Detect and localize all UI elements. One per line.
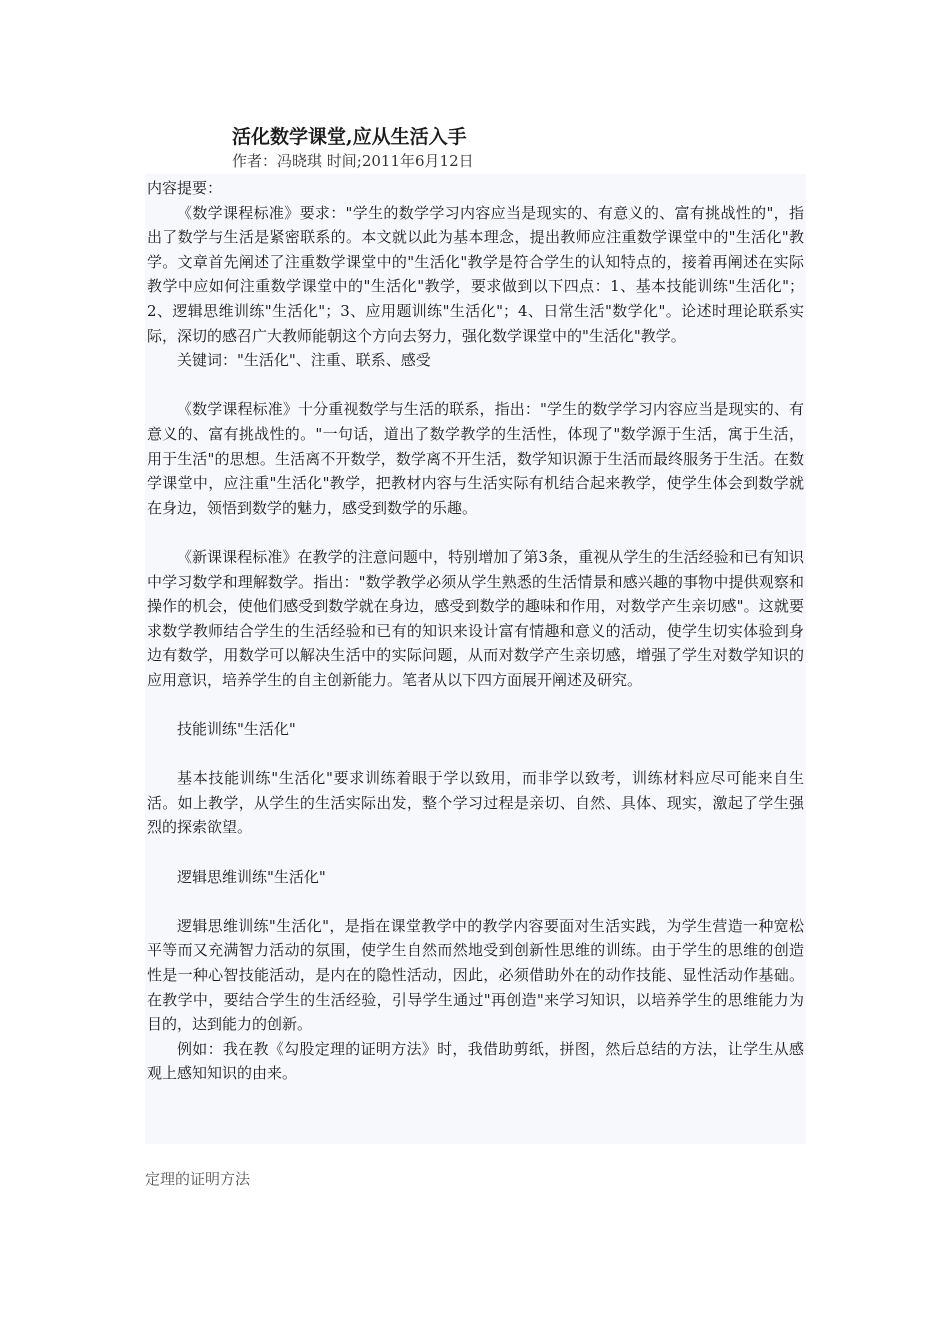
abstract-paragraph: 《数学课程标准》要求："学生的数学学习内容应当是现实的、有意义的、富有挑战性的"，指出了数学与生活是紧密联系的。本文就以此为基本理念，提出教师应注重数学课堂中的"生活化"教学。文章首先阐述了注重数学课堂中的"生活化"教学是符合学生的认知特点的，接着再阐述在实际教学中应如何注重数学课堂中的"生活化"教学，要求做到以下四点：1、基本技能训练"生活化"；2、逻辑思维训练"生活化"；3、应用题训练"生活化"；4、日常生活"数学化"。论述时理论联系实际，深切的感召广大教师能朝这个方向去努力，强化数学课堂中的"生活化"教学。 <box>147 203 804 345</box>
article-title: 活化数学课堂,应从生活入手 <box>232 126 467 148</box>
article-body <box>145 174 806 1144</box>
body-paragraph-4: 逻辑思维训练"生活化"，是指在课堂教学中的教学内容要面对生活实践，为学生营造一种宽松平等而又充满智力活动的氛围，使学生自然而然地受到创新性思维的训练。由于学生的思维的创造性是一种心智技能活动，是内在的隐性活动，因此，必须借助外在的动作技能、显性活动作基础。在教学中，要结合学生的生活经验，引导学生通过"再创造"来学习知识，以培养学生的思维能力为目的，达到能力的创新。 <box>147 916 804 1034</box>
trailing-caption: 定理的证明方法 <box>145 1170 251 1188</box>
body-paragraph-2: 《新课课程标准》在教学的注意问题中，特别增加了第3条，重视从学生的生活经验和已有知识中学习数学和理解数学。指出："数学教学必须从学生熟悉的生活情景和感兴趣的事物中提供观察和操作的机会，使他们感受到数学就在身边，感受到数学的趣味和作用，对数学产生亲切感"。这就要求数学教师结合学生的生活经验和已有的知识来设计富有情趣和意义的活动，使学生切实体验到身边有数学，用数学可以解决生活中的实际问题，从而对数学产生亲切感，增强了学生对数学知识的应用意识，培养学生的自主创新能力。笔者从以下四方面展开阐述及研究。 <box>147 547 804 689</box>
body-paragraph-3: 基本技能训练"生活化"要求训练着眼于学以致用，而非学以致考，训练材料应尽可能来自生活。如上教学，从学生的生活实际出发，整个学习过程是亲切、自然、具体、现实，激起了学生强烈的探索欲望。 <box>147 769 804 837</box>
article-byline: 作者：冯晓琪 时间;2011年6月12日 <box>232 152 474 170</box>
section-heading-skills: 技能训练"生活化" <box>177 720 296 739</box>
section-heading-logic: 逻辑思维训练"生活化" <box>177 867 326 886</box>
summary-label: 内容提要： <box>147 179 223 197</box>
keywords-line: 关键词："生活化"、注重、联系、感受 <box>177 351 431 370</box>
body-paragraph-5: 例如：我在教《勾股定理的证明方法》时，我借助剪纸，拼图，然后总结的方法，让学生从感观上感知知识的由来。 <box>147 1039 804 1083</box>
body-paragraph-1: 《数学课程标准》十分重视数学与生活的联系，指出："学生的数学学习内容应当是现实的、有意义的、富有挑战性的。"一句话，道出了数学教学的生活性，体现了"数学源于生活，寓于生活，用于生活"的思想。生活离不开数学，数学离不开生活，数学知识源于生活而最终服务于生活。在数学课堂中，应注重"生活化"教学，把教材内容与生活实际有机结合起来教学，使学生体会到数学就在身边，领悟到数学的魅力，感受到数学的乐趣。 <box>147 400 804 517</box>
